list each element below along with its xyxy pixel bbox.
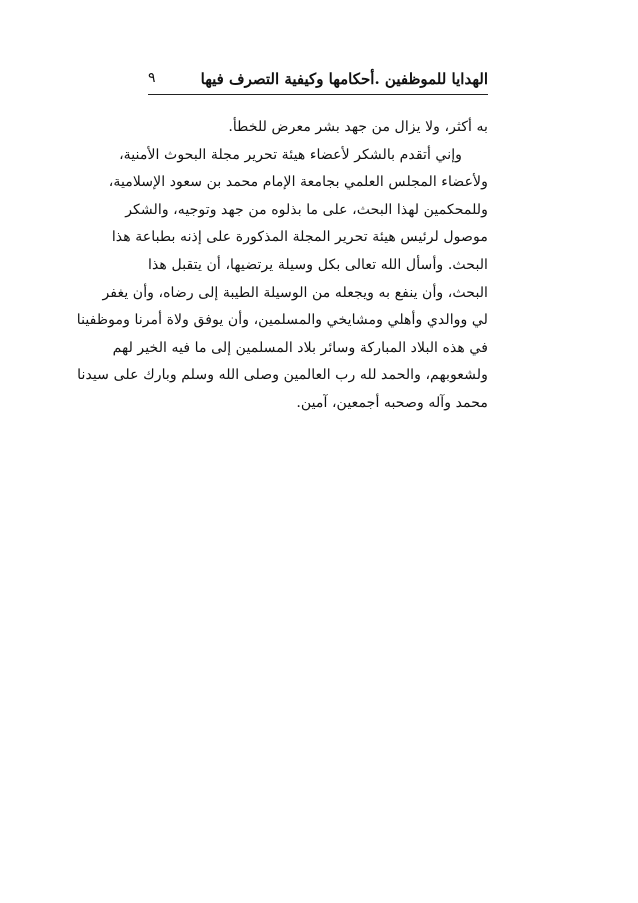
text-line: في هذه البلاد المباركة وسائر بلاد المسلمين إلى ما فيه الخير لهم: [112, 339, 488, 356]
text-line: ولشعوبهم، والحمد لله رب العالمين وصلى الله وسلم وبارك على سيدنا: [77, 367, 488, 384]
text-line: لي ووالدي وأهلي ومشايخي والمسلمين، وأن يوفق ولاة أمرنا وموظفينا: [76, 312, 488, 329]
page-number: ٩: [148, 70, 156, 86]
header-rule: [148, 94, 488, 95]
header-title: الهدايا للموظفين .أحكامها وكيفية التصرف فيها: [200, 70, 488, 88]
text-line: وللمحكمين لهذا البحث، على ما بذلوه من جهد وتوجيه، والشكر: [125, 201, 488, 218]
text-line: موصول لرئيس هيئة تحرير المجلة المذكورة على إذنه بطباعة هذا: [111, 229, 488, 246]
text-line: محمد وآله وصحبه أجمعين، آمين.: [296, 394, 488, 411]
text-line: البحث، وأن ينفع به ويجعله من الوسيلة الطيبة إلى رضاه، وأن يغفر: [102, 284, 488, 301]
running-header: [148, 66, 488, 94]
body-text: [76, 114, 488, 418]
text-line: به أكثر، ولا يزال من جهد بشر معرض للخطأ.: [228, 119, 488, 135]
text-line: البحث. وأسأل الله تعالى بكل وسيلة يرتضيها، أن يتقبل هذا: [148, 256, 488, 273]
text-line: وإني أتقدم بالشكر لأعضاء هيئة تحرير مجلة البحوث الأمنية،: [119, 146, 462, 163]
text-line: ولأعضاء المجلس العلمي بجامعة الإمام محمد بن سعود الإسلامية،: [108, 174, 488, 191]
